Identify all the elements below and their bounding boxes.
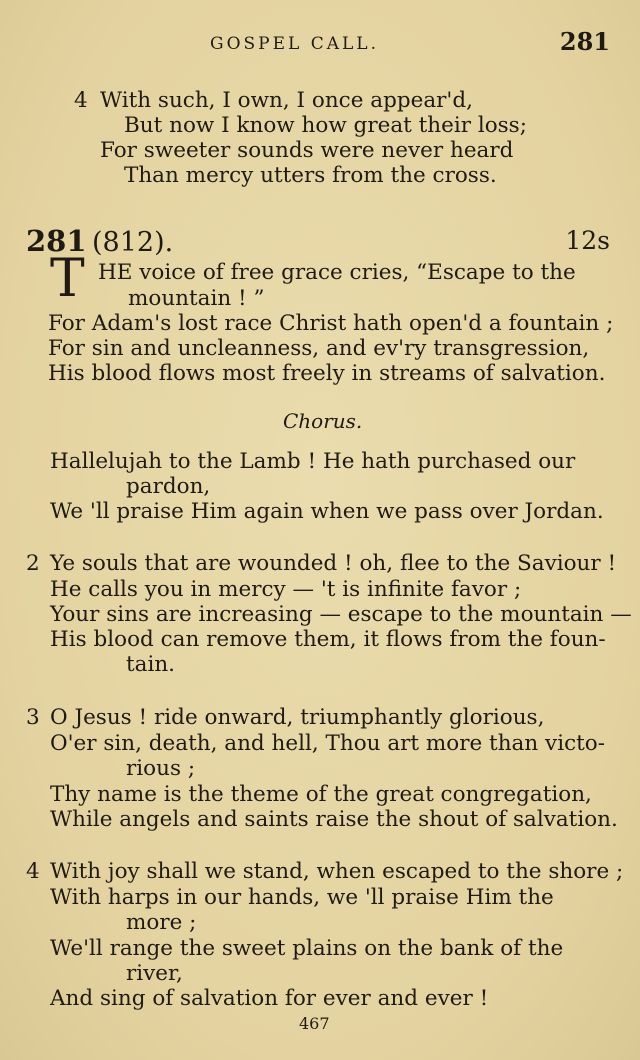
verse4-line-2-cont: more ;	[126, 910, 197, 935]
prev-verse-number: 4	[74, 88, 88, 113]
verse2-line-2: He calls you in mercy — 't is infinite favor ;	[50, 577, 522, 602]
page-number: 281	[559, 27, 610, 56]
verse3-line-3: Thy name is the theme of the great congregation,	[50, 782, 592, 807]
chorus-line-1-cont: pardon,	[126, 474, 211, 499]
signature-mark: 467	[299, 1014, 330, 1033]
prev-verse-line-1: With such, I own, I once appear'd,	[100, 88, 473, 113]
verse1-line-1-cont: mountain ! ”	[128, 286, 265, 311]
prev-verse-line-3: For sweeter sounds were never heard	[100, 138, 514, 163]
verse2-number: 2	[26, 551, 40, 576]
verse3-number: 3	[26, 705, 40, 730]
verse4-line-3-cont: river,	[126, 961, 183, 986]
hymn-alt-number: (812).	[92, 227, 174, 258]
verse4-line-4: And sing of salvation for ever and ever !	[50, 986, 489, 1011]
chorus-label: Chorus.	[283, 409, 363, 433]
verse1-line-4: His blood flows most freely in streams of salvation.	[48, 361, 606, 386]
verse2-line-4: His blood can remove them, it flows from the foun-	[50, 627, 606, 652]
verse3-line-2-cont: rious ;	[126, 756, 196, 781]
verse3-line-2: O'er sin, death, and hell, Thou art more than victo-	[50, 731, 605, 756]
prev-verse-line-2: But now I know how great their loss;	[124, 113, 527, 138]
chorus-line-2: We 'll praise Him again when we pass over Jordan.	[50, 499, 604, 524]
hymn-number: 281	[26, 224, 87, 258]
drop-cap: T	[50, 249, 85, 309]
verse2-line-1: Ye souls that are wounded ! oh, flee to the Saviour !	[50, 551, 617, 576]
verse2-line-3: Your sins are increasing — escape to the mountain —	[50, 602, 632, 627]
verse3-line-1: O Jesus ! ride onward, triumphantly glorious,	[50, 705, 545, 730]
verse4-line-1: With joy shall we stand, when escaped to the shore ;	[50, 859, 624, 884]
hymn-meter: 12s	[565, 226, 610, 255]
verse3-line-4: While angels and saints raise the shout of salvation.	[50, 807, 618, 832]
verse1-line-1: HE voice of free grace cries, “Escape to the	[98, 260, 576, 285]
verse2-line-4-cont: tain.	[126, 652, 176, 677]
verse4-number: 4	[26, 859, 40, 884]
verse4-line-3: We'll range the sweet plains on the bank of the	[50, 936, 564, 961]
verse1-line-2: For Adam's lost race Christ hath open'd a fountain ;	[48, 311, 614, 336]
verse4-line-2: With harps in our hands, we 'll praise Him the	[50, 885, 554, 910]
chorus-line-1: Hallelujah to the Lamb ! He hath purchased our	[50, 449, 576, 474]
verse1-line-3: For sin and uncleanness, and ev'ry transgression,	[48, 336, 590, 361]
running-header-title: GOSPEL CALL.	[210, 34, 379, 54]
prev-verse-line-4: Than mercy utters from the cross.	[124, 163, 497, 188]
